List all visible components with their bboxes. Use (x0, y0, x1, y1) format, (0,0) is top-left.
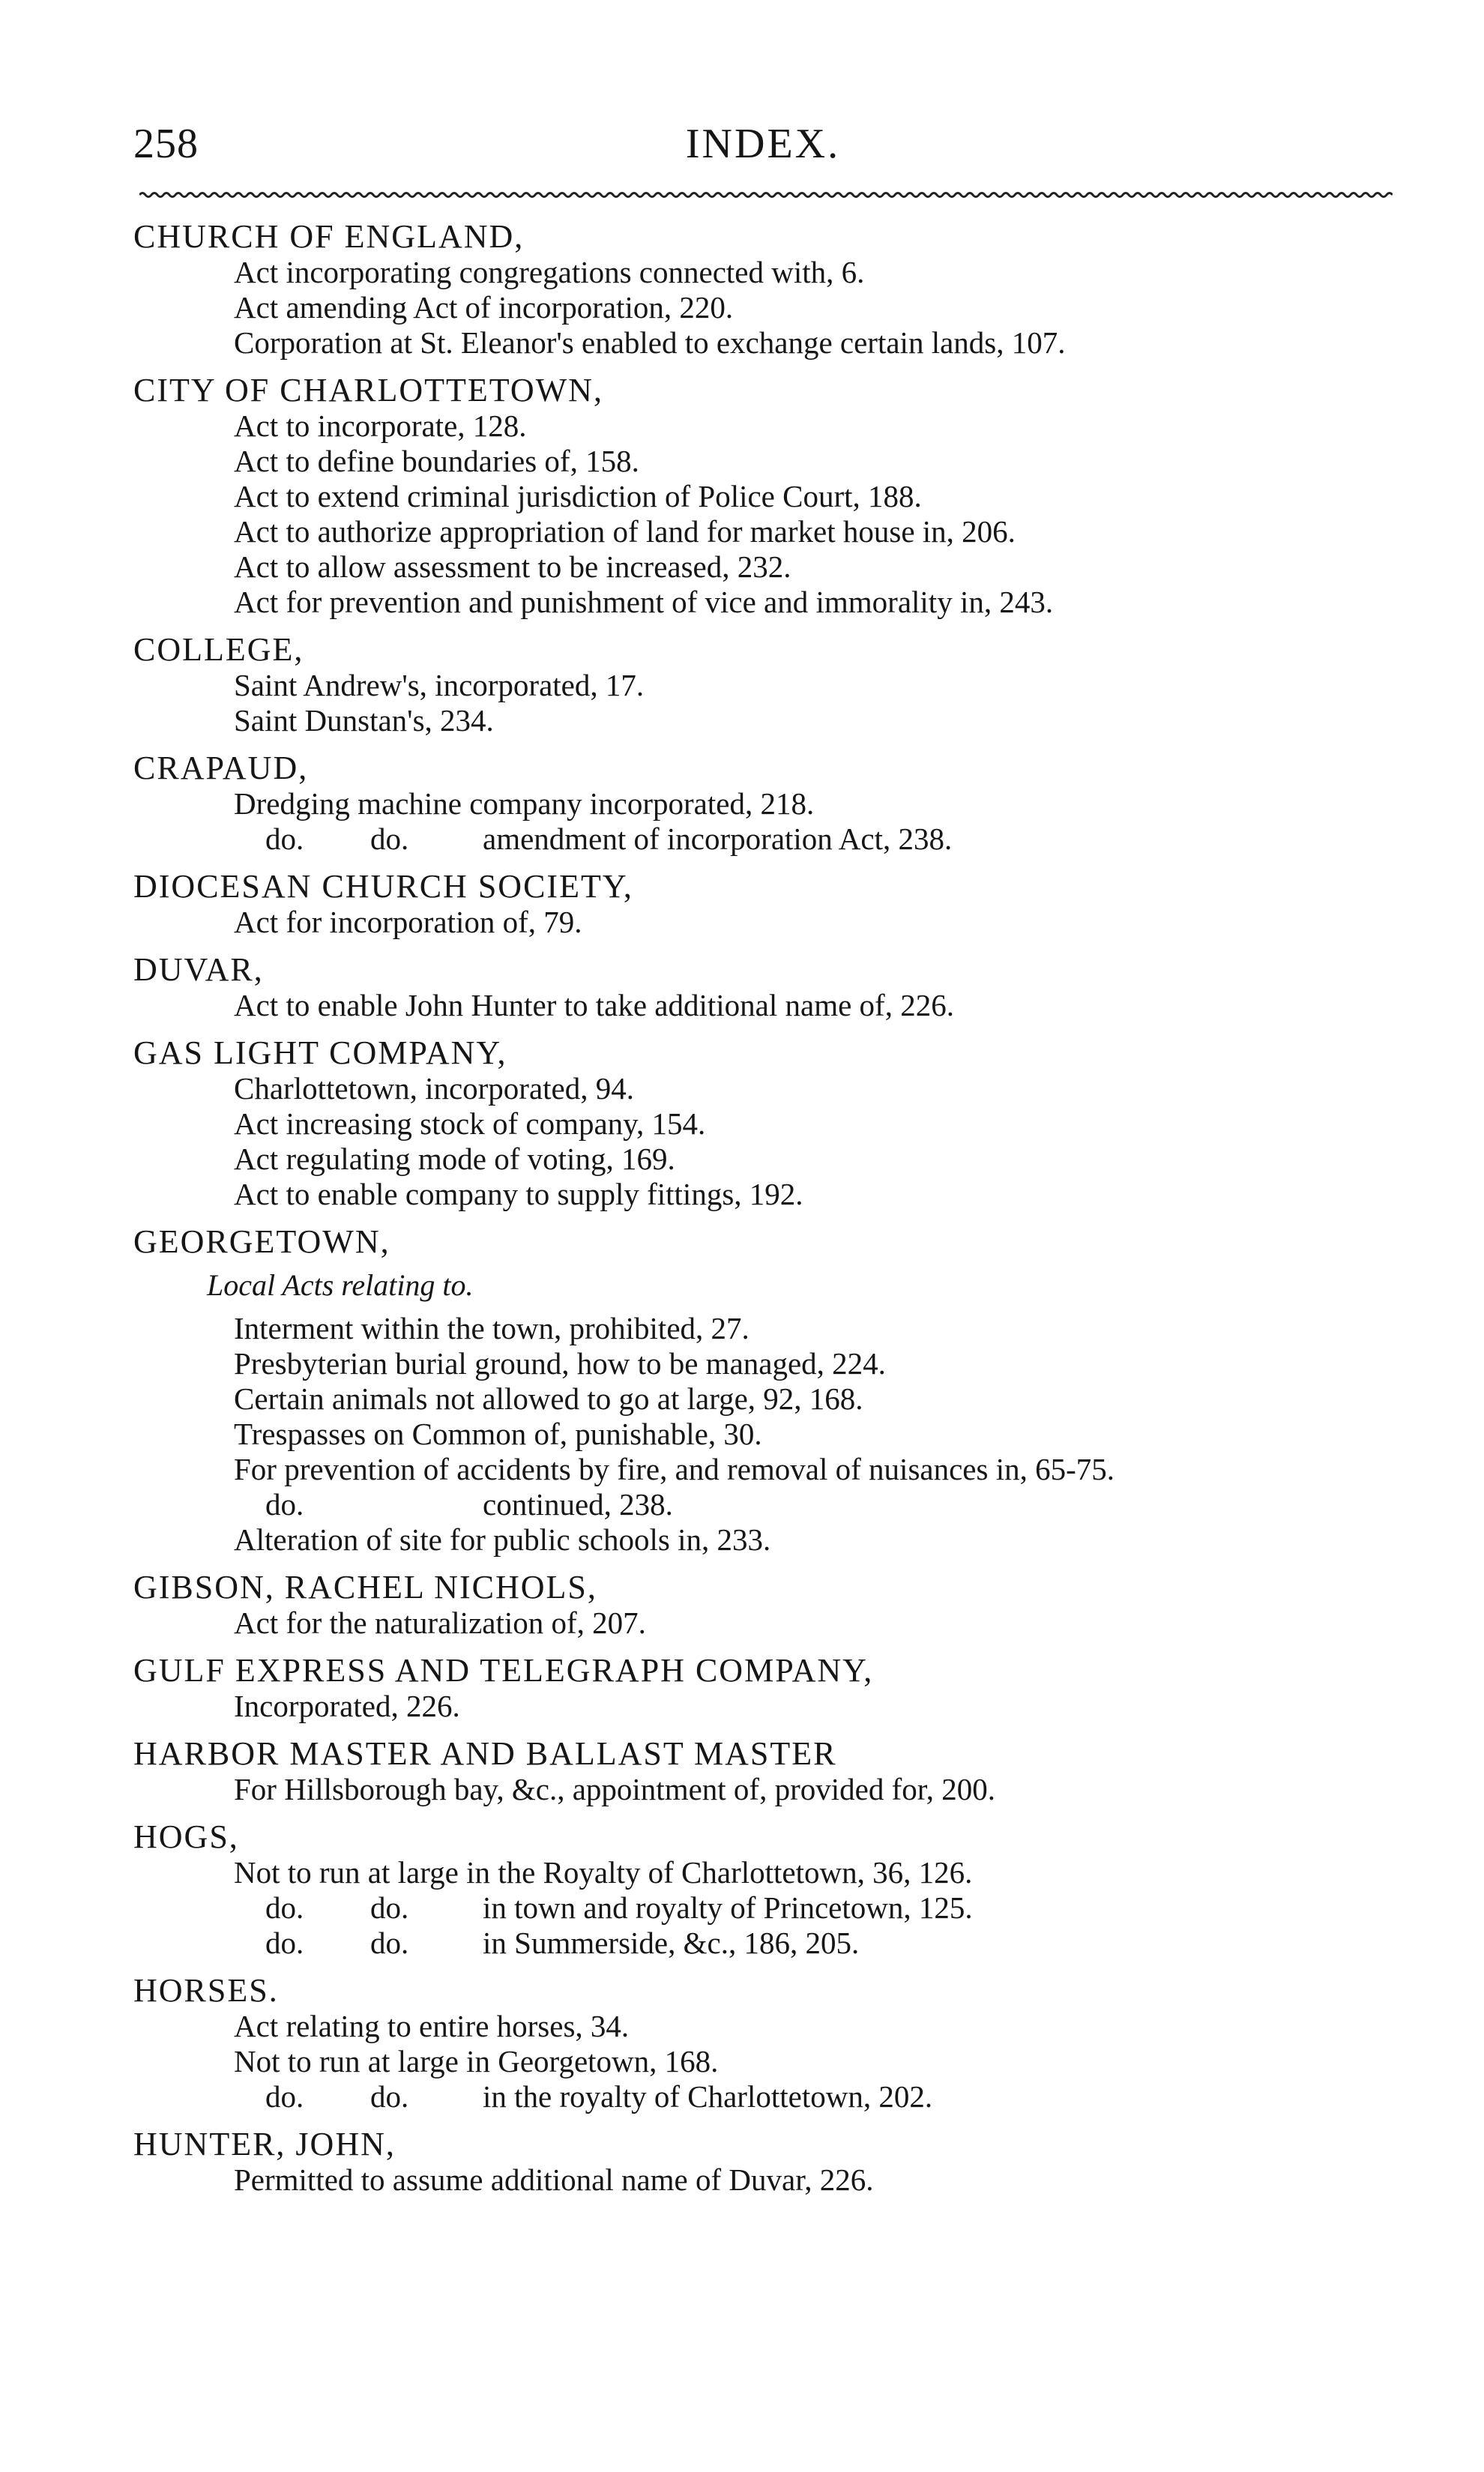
ditto-mark: do. (370, 1926, 409, 1960)
index-entries (133, 219, 1393, 2210)
entry-line: Act to allow assessment to be increased, 232. (234, 549, 791, 584)
entry-line: Act regulating mode of voting, 169. (234, 1142, 675, 1176)
page-header (133, 120, 1393, 172)
entry-heading: GIBSON, RACHEL NICHOLS, (133, 1569, 597, 1606)
entry-heading: DIOCESAN CHURCH SOCIETY, (133, 868, 633, 905)
entry-heading: HUNTER, JOHN, (133, 2126, 396, 2162)
page-number: 258 (133, 121, 199, 167)
index-entry-gulf-express (133, 1653, 1393, 1724)
entry-heading: DUVAR, (133, 951, 264, 988)
entry-line: Act to enable company to supply fittings, 192. (234, 1177, 803, 1211)
ditto-text: amendment of incorporation Act, 238. (483, 822, 953, 856)
entry-heading: COLLEGE, (133, 631, 304, 668)
entry-line: Act to incorporate, 128. (234, 409, 527, 443)
index-entry-hogs (133, 1819, 1393, 1961)
ditto-mark: do. (265, 822, 304, 856)
index-entry-horses (133, 1973, 1393, 2114)
entry-heading: HOGS, (133, 1818, 239, 1855)
entry-line: Incorporated, 226. (234, 1689, 460, 1723)
running-title: INDEX. (685, 121, 841, 167)
entry-line: Act to authorize appropriation of land for market house in, 206. (234, 514, 1016, 549)
index-entry-diocesan-church-society (133, 869, 1393, 940)
entry-line: Act for the naturalization of, 207. (234, 1606, 646, 1640)
ditto-text: in the royalty of Charlottetown, 202. (483, 2079, 933, 2114)
ditto-line (133, 1926, 1393, 1961)
entry-line: Act to enable John Hunter to take additional name of, 226. (234, 988, 954, 1022)
ditto-mark: do. (370, 822, 409, 856)
entry-heading: HARBOR MASTER AND BALLAST MASTER (133, 1735, 837, 1772)
entry-line: Act incorporating congregations connected with, 6. (234, 255, 865, 289)
index-entry-gibson-rachel-nichols (133, 1570, 1393, 1641)
entry-line: Interment within the town, prohibited, 27. (234, 1311, 749, 1345)
entry-heading: CRAPAUD, (133, 750, 309, 786)
ditto-mark: do. (370, 1890, 409, 1925)
entry-line: Saint Dunstan's, 234. (234, 703, 494, 738)
entry-heading: CITY OF CHARLOTTETOWN, (133, 372, 603, 409)
ditto-text: in Summerside, &c., 186, 205. (483, 1926, 860, 1960)
entry-line: Not to run at large in the Royalty of Charlottetown, 36, 126. (234, 1855, 973, 1890)
entry-subheading: Local Acts relating to. (207, 1268, 474, 1302)
index-entry-duvar (133, 952, 1393, 1023)
entry-line: Alteration of site for public schools in, 233. (234, 1522, 771, 1557)
entry-line: Act relating to entire horses, 34. (234, 2009, 630, 2043)
entry-heading: HORSES. (133, 1972, 279, 2009)
index-entry-hunter-john (133, 2126, 1393, 2198)
index-entry-church-of-england (133, 219, 1393, 361)
entry-line: Act increasing stock of company, 154. (234, 1106, 706, 1141)
entry-line: Dredging machine company incorporated, 218. (234, 786, 815, 821)
entry-line: Corporation at St. Eleanor's enabled to exchange certain lands, 107. (234, 325, 1066, 360)
index-entry-georgetown (133, 1224, 1393, 1558)
ditto-mark: do. (370, 2079, 409, 2114)
entry-line: Act for prevention and punishment of vice and immorality in, 243. (234, 585, 1054, 619)
entry-line: For Hillsborough bay, &c., appointment of, provided for, 200. (234, 1772, 995, 1806)
index-entry-crapaud (133, 750, 1393, 857)
entry-line: Act to define boundaries of, 158. (234, 444, 639, 478)
entry-line: Presbyterian burial ground, how to be managed, 224. (234, 1346, 886, 1381)
entry-line: Trespasses on Common of, punishable, 30. (234, 1417, 762, 1451)
index-entry-college (133, 632, 1393, 738)
ditto-text: continued, 238. (483, 1487, 673, 1522)
entry-line: Charlottetown, incorporated, 94. (234, 1071, 635, 1106)
entry-line: Act amending Act of incorporation, 220. (234, 290, 734, 325)
ditto-mark: do. (265, 1926, 304, 1960)
ditto-line (133, 1487, 1393, 1522)
ditto-text: in town and royalty of Princetown, 125. (483, 1890, 973, 1925)
entry-line: Certain animals not allowed to go at large, 92, 168. (234, 1381, 863, 1416)
ditto-mark: do. (265, 1487, 304, 1522)
entry-heading: GULF EXPRESS AND TELEGRAPH COMPANY, (133, 1652, 874, 1689)
entry-line: Not to run at large in Georgetown, 168. (234, 2044, 719, 2078)
header-rule (139, 189, 1393, 201)
index-entry-harbor-master (133, 1736, 1393, 1807)
entry-heading: GEORGETOWN, (133, 1223, 390, 1260)
entry-line: Permitted to assume additional name of Duvar, 226. (234, 2162, 874, 2197)
ditto-mark: do. (265, 1890, 304, 1925)
index-entry-city-of-charlottetown (133, 373, 1393, 620)
ditto-line (133, 2079, 1393, 2114)
entry-line: For prevention of accidents by fire, and removal of nuisances in, 65-75. (234, 1452, 1114, 1486)
entry-heading: GAS LIGHT COMPANY, (133, 1034, 507, 1071)
entry-line: Saint Andrew's, incorporated, 17. (234, 668, 645, 702)
entry-line: Act to extend criminal jurisdiction of Police Court, 188. (234, 479, 922, 513)
ditto-line (133, 822, 1393, 857)
ditto-mark: do. (265, 2079, 304, 2114)
entry-heading: CHURCH OF ENGLAND, (133, 218, 525, 255)
index-entry-gas-light-company (133, 1035, 1393, 1212)
ditto-line (133, 1890, 1393, 1926)
entry-line: Act for incorporation of, 79. (234, 905, 582, 939)
